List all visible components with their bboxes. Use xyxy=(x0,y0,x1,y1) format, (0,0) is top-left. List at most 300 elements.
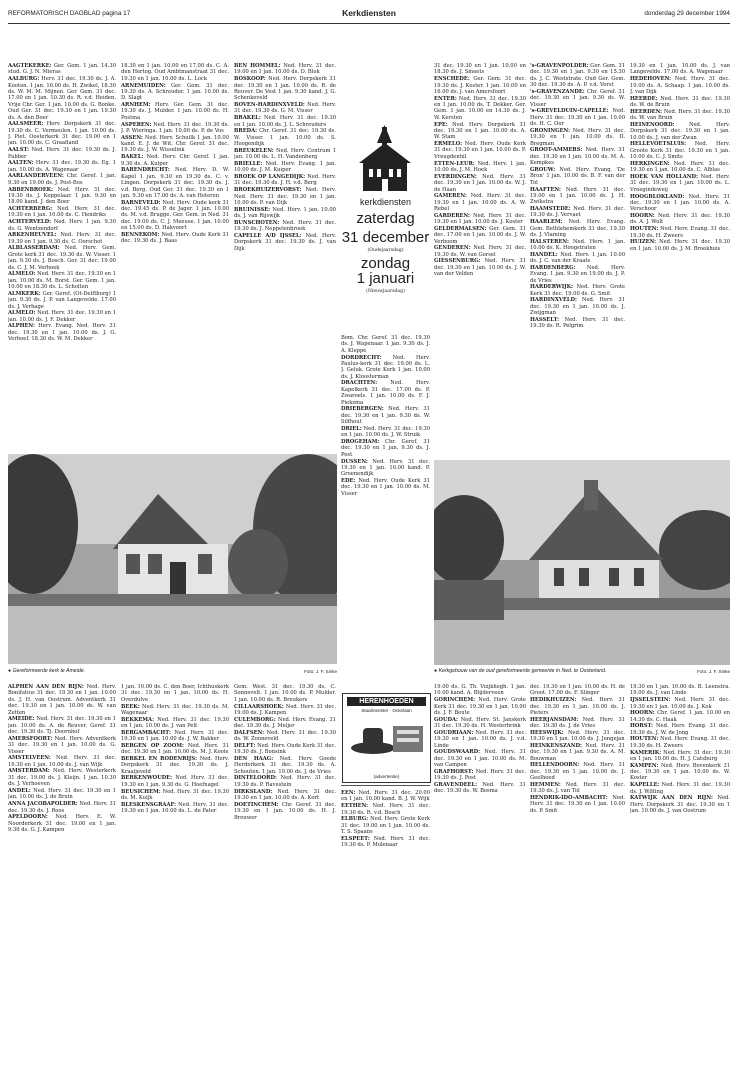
place-name: DRIEBERGEN: xyxy=(341,406,384,413)
kerkdiensten-header-box xyxy=(341,117,430,332)
service-times: Ned. Herv. Oude Kerk 31 dec. 19.30 en 1 jan. 10.00 ds. P. Vreugdenhil xyxy=(434,141,526,160)
service-entry xyxy=(234,802,336,821)
column xyxy=(530,684,625,1062)
service-times: Ned. Herv. 31 dec. 19.30 en 1 jan. 10.00 ds. A. de Reuver. Geref. 31 dec. 19.30 ds. Tj. Doornhof xyxy=(8,716,116,736)
place-name: ELBURG: xyxy=(341,816,369,823)
service-times: Chr. Geref. 31 dec. 19.30 ds. W. Visser. 1 jan. 10.00 ds. S. Hoogendijk xyxy=(234,128,336,148)
service-times: Ger. Gem. 31 dec. 19.30 ds. A. Schreuder. 1 jan. 10.00 ds. D. Slagt xyxy=(121,82,229,102)
service-times: Ned. Herv. 31 dec. 19.30 en 1 jan. 10.00 ds. W. J. de Haan xyxy=(434,173,526,193)
place-name: BROEKHUIZERVORST: xyxy=(234,187,302,194)
service-times: Ned. Herv. 31 dec. 19.30 en 1 jan. 10.00 ds. L. Vroegindeweij xyxy=(630,173,730,193)
service-times: Ned. Herv. Evang. 31 dec. 19.30 ds. H. Zweers xyxy=(630,736,730,749)
place-name: HAAMSTEDE: xyxy=(530,206,571,213)
service-entry xyxy=(121,154,229,167)
place-name: DELFT: xyxy=(234,742,256,749)
service-times: Ned. Herv. Bonifatius 31 dec. 19.30 en 1 jan. 10.00 ds. J. H. van Oostrum. Adventkerk 31 dec. 19.30 en 1 jan. 10.00 ds. W. van Zetten xyxy=(8,684,116,716)
column xyxy=(341,790,430,1062)
service-times: Ned. Herv. Oude Kerk 31 dec. 19.30 ds. J. Baas xyxy=(121,231,229,245)
service-times: Chr. Geref. 1 jan. 9.30 en 19.00 ds. J. Post-Bos xyxy=(8,173,116,186)
place-name: APELDOORN: xyxy=(8,814,48,821)
service-entry xyxy=(434,161,526,174)
place-name: AALTEN: xyxy=(8,160,34,167)
place-name: ACHTERBERG: xyxy=(8,206,53,213)
place-name: DUSSEN: xyxy=(341,458,368,465)
service-entry xyxy=(630,141,730,160)
service-times: Ned. Herv. St. Janskerk 31 dec. 19.30 ds. H. Westerbrink xyxy=(434,716,526,730)
place-name: HAAFTEN: xyxy=(530,186,561,193)
service-entry xyxy=(121,135,229,154)
masthead xyxy=(8,8,730,24)
place-name: ASSEN: xyxy=(121,134,143,141)
place-name: HELLEVOETSLUIS: xyxy=(630,141,687,148)
service-times: Ned. Herv. Evang. 31 dec. 19.30 ds. J. W. de Jong xyxy=(630,723,730,736)
column xyxy=(121,684,229,1062)
service-times: Gem. West. 31 dec. 19.30 ds. C. Sonnevelt. 1 jan. 10.00 ds. P. Mulder. 1 jan. 10.00 ds. R. Breukers xyxy=(234,684,336,703)
service-times: Ned. Herv. 31 dec. 19.30 en 1 jan. 9.30 ds. A. M. Bouwman xyxy=(530,742,625,762)
place-name: ARKENHEUVEL: xyxy=(8,232,57,239)
service-times: Ned. Herv. 31 dec. 19.30 ds. J. Post xyxy=(434,768,526,782)
service-times: Ned. Herv. 31 dec. 19.30 en 1 jan. 10.00 ds. J. v.d. Linde xyxy=(434,729,526,749)
service-times: 18.30 en 1 jan. 10.00 en 17.00 ds. C. A. den Hertog. Oud Ambtmanstraat 31 dec. 19.30 en 1 jan. 10.00 ds. L. Lock xyxy=(121,63,229,82)
place-name: BARENDRECHT: xyxy=(121,167,170,174)
service-times: Ned. Herv. Evang. 1 jan. 9.30 en 19.00 ds. J. P. de Vries xyxy=(530,264,625,284)
place-name: EVERDINGEN: xyxy=(434,173,477,180)
service-times: Ned. Herv. 31 dec. 19.30 ds. G. M. Visser xyxy=(234,102,336,115)
service-entry xyxy=(341,478,430,497)
place-name: EDE: xyxy=(341,478,356,485)
place-name: BROEK OP LANGEDIJK: xyxy=(234,173,306,180)
photo-caption-ameide xyxy=(8,668,258,674)
place-name: ENSCHEDE: xyxy=(434,76,470,83)
column xyxy=(630,63,730,458)
ad-footer: (advertentie) xyxy=(373,774,400,779)
service-entry xyxy=(121,717,229,730)
place-name: HUIZEN: xyxy=(630,239,657,246)
service-times: Ned. Herv. Evang. 'De Bron' 1 jan. 10.00 ds. B. F. van der Tol xyxy=(530,166,625,186)
service-times: Ned. Herv. 31 dec. 19.30 ds. J. Fabber xyxy=(8,147,116,160)
service-entry xyxy=(530,762,625,781)
service-entry xyxy=(341,439,430,458)
service-times: Ned. Herv. 31 dec. 19.30 en 1 jan. 10.00 ds. A. Kort xyxy=(234,788,336,801)
service-entry xyxy=(630,109,730,122)
service-entry xyxy=(8,245,116,271)
place-name: ALMELO: xyxy=(8,271,36,278)
service-times: Ger. Gem. 31 dec. 19.30 en 1 jan. 9.30 en 15.30 ds. J. C. Weststrate. Oud Ger. Gem. 30 dec. 19.30 ds. A. P. v.d. Vorst xyxy=(530,63,625,89)
service-times: Ned. Herv. 31 dec. 19.30 en 1 jan. 10.00 ds. J. Jongejan xyxy=(530,729,625,743)
service-times: Ned. Herv. Dorpskerk 31 dec. 19.30 en 1 jan. 10.00 ds. J. van Oostrum xyxy=(630,795,730,815)
place-name: HENDRIK-IDO-AMBACHT: xyxy=(530,794,608,801)
service-times: Ned. Herv. 31 dec. 19.30 ds. J. Neppelenbroek xyxy=(234,219,336,233)
service-times: Ned. Herv. 31 dec. 19.30 en 1 jan. 10.00 ds. C. Hendriks xyxy=(8,206,116,219)
service-times: Ned. Herv. 31 dec. 19.30 ds. J. P. Wieringa. 1 jan. 10.00 ds. P. de Vos xyxy=(121,121,229,134)
place-name: GOUDA: xyxy=(434,716,458,723)
place-name: HEERJANSDAM: xyxy=(530,716,579,723)
place-name: GROUW: xyxy=(530,166,556,173)
place-name: ARNHEM: xyxy=(121,102,151,109)
service-entry xyxy=(8,63,116,76)
service-times: Ned. Herv. Grote Kerk 31 dec. 19.00 ds. G. Smit xyxy=(530,284,625,297)
service-entry xyxy=(121,789,229,802)
service-entry xyxy=(8,323,116,342)
service-entry xyxy=(530,252,625,265)
service-entry xyxy=(341,355,430,381)
service-entry xyxy=(8,206,116,219)
place-name: BOVEN-HARDINXVELD: xyxy=(234,102,305,109)
place-name: ETTEN-LEUR: xyxy=(434,160,475,167)
masthead-date: donderdag 29 december 1994 xyxy=(644,10,730,17)
service-entry xyxy=(434,782,526,795)
service-times: Ned. Herv. 1 jan. 10.00 ds. K. Hoogstraten xyxy=(530,238,625,252)
service-entry xyxy=(234,115,336,128)
service-times: Ned. Herv. Evang. 31 dec. 19.30 ds. H. Zweers xyxy=(630,226,730,239)
service-times: Ned. Herv. 31 dec. 19.30 ds. R. v.d. Bosch xyxy=(341,803,430,816)
place-name: ERMELO: xyxy=(434,141,463,148)
place-name: HEERDE: xyxy=(630,95,658,102)
place-name: GORINCHEM: xyxy=(434,697,476,704)
place-name: KAMPEN: xyxy=(630,762,659,769)
column xyxy=(434,63,526,458)
place-name: ABBENBROEK: xyxy=(8,186,54,193)
place-name: GRAFHORST: xyxy=(434,768,474,775)
service-entry xyxy=(530,108,625,127)
service-entry xyxy=(8,801,116,814)
place-name: BLESKENSGRAAF: xyxy=(121,801,176,808)
service-entry xyxy=(630,194,730,213)
place-name: BRIELLE: xyxy=(234,160,263,167)
place-name: ALMKERK: xyxy=(8,290,41,297)
place-name: AAGTEKERKE: xyxy=(8,63,52,69)
service-times: Ned. Herv. 31 dec. 19.30 en 1 jan. 10.00 ds. J. Zwijgman xyxy=(530,297,625,317)
service-times: Herv. Dorpskerk 31 dec. 19.30 ds. C. Vermeulen. 1 jan. 10.00 ds. J. Piet. Oosterkerk 31 dec. 19.00 en 1 jan. 10.00 ds. C. Graafland xyxy=(8,121,116,147)
place-name: GRAVENDEEL: xyxy=(434,781,478,788)
service-entry xyxy=(8,173,116,186)
masthead-left: REFORMATORISCH DAGBLAD pagina 17 xyxy=(8,10,131,17)
service-times: Ned. Herv. 31 dec. 19.30 en 1 jan. 10.00 ds. J. Kok xyxy=(630,697,730,710)
service-entry xyxy=(8,768,116,787)
service-entry xyxy=(434,96,526,122)
service-entry xyxy=(434,245,526,258)
place-name: DALFSEN: xyxy=(234,729,265,736)
service-entry xyxy=(8,147,116,160)
place-name: HARDENBERG: xyxy=(530,264,576,271)
service-entry xyxy=(121,232,229,245)
service-entry xyxy=(341,426,430,439)
service-times: Ned. Herv. 31 dec. 19.30 en 1 jan. 9.30 ds. W. Silfhout xyxy=(341,406,430,426)
place-name: GARDEREN: xyxy=(434,212,470,219)
service-entry xyxy=(8,755,116,768)
service-entry xyxy=(234,161,336,174)
photo-ameide-church xyxy=(8,454,337,664)
service-entry xyxy=(530,284,625,297)
service-entry xyxy=(530,206,625,219)
service-times: Ned. Herv. 31 dec. 19.30 en 1 jan. 10.00 ds. J. van Wijk xyxy=(8,755,116,768)
service-entry xyxy=(630,76,730,95)
service-entry xyxy=(121,802,229,815)
service-times: Herv. 31 dec. 19.30 ds. J. A. Kooten. 1 jan. 10.00 ds. H. Zwikel, 18.30 ds. W. M. M. Mijnen. Ger. Gem. 31 dec. 17.00 en 1 jan. 10.30 ds. R. v.d. Heiden. Vrije Chr. Ger. 1 jan. 10.00 ds. G. Bonke. Oud Ger. 31 dec. 19.30 en 1 jan. 19.30 ds. A. den Boer xyxy=(8,76,116,121)
service-entry xyxy=(341,406,430,425)
service-entry xyxy=(341,790,430,803)
place-name: EPE: xyxy=(434,121,448,128)
service-entry xyxy=(434,76,526,95)
column xyxy=(8,684,116,1062)
place-name: HOUTEN: xyxy=(630,226,659,233)
place-name: ASPEREN: xyxy=(121,121,152,128)
service-entry xyxy=(121,122,229,135)
service-entry xyxy=(234,76,336,102)
service-entry xyxy=(234,220,336,233)
service-entry xyxy=(630,239,730,252)
service-times: Ned. Herv. 31 dec. 19.30 en 1 jan. 10.00 ds. J. W. Struik xyxy=(341,425,430,439)
service-entry xyxy=(630,736,730,749)
place-name: HEDEHOVEN: xyxy=(630,76,672,83)
service-entry xyxy=(530,187,625,206)
service-entry xyxy=(8,160,116,173)
service-entry xyxy=(530,265,625,284)
place-name: HASSELT: xyxy=(530,317,560,323)
service-times: Ned. Herv. Ned. Herv. 31 dec. 19.30 en 1 jan. 10.00 ds. P. van Dijk xyxy=(234,187,336,206)
service-entry xyxy=(630,174,730,193)
service-times: Ned. Herv. Chr. Geref. 1 jan. 9.30 ds. A. Kuiper xyxy=(121,154,229,167)
service-times: Ned. Herv. 31 dec. 19.30 ds. W. de Bruin xyxy=(630,95,730,109)
place-name: GRONINGEN: xyxy=(530,127,571,134)
place-name: ACHTERVELD: xyxy=(8,219,52,226)
place-name: HEERDEN: xyxy=(630,108,663,115)
service-entry xyxy=(630,161,730,174)
service-entry xyxy=(341,459,430,478)
service-times: 19.30 en 1 jan. 10.00 ds. B. Leenstra. 19.00 ds. J. van Linde xyxy=(630,684,730,697)
service-times: Ger. Gem. 31 dec. 19.30 ds. J. Koster. 1 jan. 10.00 en 16.00 ds. J. van Amersfoort xyxy=(434,76,526,95)
place-name: DRACHTEN: xyxy=(341,380,378,387)
service-entry xyxy=(234,102,336,115)
bullet-icon: ● xyxy=(8,668,12,674)
service-entry xyxy=(234,187,336,206)
service-times: Ned. Herv. 1 jan. 9.30 ds. G. Wentzendorf xyxy=(8,219,116,232)
service-times: Ned. Herv. 31 dec. 19.30 en 1 jan. 10.00 ds. D. Bregman xyxy=(530,127,625,147)
service-times: Ned. Herv. 31 dec. 19.30 en 1 jan. 10.00 ds. J. Geelhoed xyxy=(530,762,625,782)
place-name: HALSTEREN: xyxy=(530,238,569,245)
service-entry xyxy=(234,704,336,717)
service-times: Ned. Herv. 31 dec. 19.30 en 1 jan. 10.00 ds. J. de Bruin xyxy=(8,787,116,801)
service-times: Ned. Herv. 31 dec. 19.30 en 1 jan. 10.00 ds. M. A. Kempkes xyxy=(530,147,625,167)
service-times: Ned. Herv. Dorpskerk 31 dec. 19.30 ds. J. Kraaijeveld xyxy=(121,755,229,775)
place-name: AALST: xyxy=(8,147,30,154)
service-entry xyxy=(234,148,336,161)
service-times: Herv. 31 dec. 19.30 ds. Eg. 1 jan. 10.00 ds. A. Wagenaar xyxy=(8,160,116,173)
service-entry xyxy=(434,730,526,749)
service-times: Ned. Herv. 31 dec. 19.30 ds. W. van Gorsel xyxy=(434,245,526,258)
place-name: DRIEL: xyxy=(341,425,362,432)
service-entry xyxy=(630,750,730,763)
church-icon xyxy=(355,125,415,195)
service-times: Ned. Herv. 31 dec. 19.30 ds. W. Bosma xyxy=(434,781,526,795)
service-entry xyxy=(530,743,625,762)
place-name: GOUDRIAAN: xyxy=(434,729,474,736)
place-name: ELSPEET: xyxy=(341,835,370,842)
service-times: 19.30 en 1 jan. 10.00 ds. J. van Langevelde. 17.00 ds. A. Wagenaar xyxy=(630,63,730,76)
service-entry xyxy=(434,63,526,76)
place-name: AALSMEER: xyxy=(8,121,44,128)
place-name: ALPHEN AAN DEN RIJN: xyxy=(8,684,84,690)
service-times: Ned. Herv. Dorpskerk 31 dec. 19.30 en 1 jan. 10.00 ds. J. van der Zwan xyxy=(630,121,730,141)
service-entry xyxy=(8,814,116,833)
box-day1: zaterdag xyxy=(356,210,415,227)
service-entry xyxy=(121,684,229,703)
place-name: KAPELLE: xyxy=(630,782,660,789)
place-name: CILLAARSHOEK: xyxy=(234,703,284,710)
service-times: Ned. Herv. Kapelkerk 31 dec. 17.00 ds. P. Zwaroels. 1 jan. 10.00 ds. F. J. Pieksma xyxy=(341,380,430,406)
place-name: KATWIJK AAN DEN RIJN: xyxy=(630,795,713,802)
service-times: Ger. Gem. 1 jan. 14.30 stud. G. J. N. Mieras xyxy=(8,63,116,76)
service-times: Ned. Herv. Dorpskerk 31 dec. 19.30 en 1 jan. 10.00 ds. A. W. Stam xyxy=(434,121,526,141)
place-name: HOORN: xyxy=(630,710,655,717)
place-name: AMERSFOORT: xyxy=(8,735,53,742)
place-name: HARDERWIJK: xyxy=(530,284,574,291)
service-entry xyxy=(530,697,625,716)
service-times: Ned. Herv. Evang. 31 dec. 19.30 ds. J. Meijer xyxy=(234,716,336,730)
place-name: GROOT-AMMERS: xyxy=(530,147,583,154)
place-name: CAPELLE A/D IJSSEL: xyxy=(234,232,302,239)
column xyxy=(630,684,730,1062)
service-times: Ned. Herv. 1 jan. 10.00 ds. J. M. Hoek xyxy=(434,160,526,173)
place-name: ANDEL: xyxy=(8,787,31,794)
service-times: Chr. Geref. 31 dec. 19.30 en 1 jan. 10.00 ds. H. J. Brouwer xyxy=(234,801,336,821)
service-entry xyxy=(234,756,336,775)
service-entry xyxy=(8,187,116,206)
service-entry xyxy=(234,63,336,76)
service-times: Ned. Herv. 31 dec. 19.00 en 1 jan. 10.00 ds. D. Blok xyxy=(234,63,336,76)
service-entry xyxy=(530,219,625,238)
service-times: 1 jan. 10.00 ds. C. den Boer, Ichthuskerk 31 dec. 19.30 en 1 jan. 10.00 ds. H. Overdulve xyxy=(121,684,229,703)
photo-credit-left: Foto: J. F. Sinke xyxy=(304,669,337,674)
caption-text: Kerkgebouw van de oud gereformeerde gemeente in Ned. te Oosterland. xyxy=(438,668,607,674)
photo-oosterland-church xyxy=(434,460,730,665)
service-times: Ned. Herv. 31 dec. 19.30 en 1 jan. 10.00 ds. J. Pieters xyxy=(530,697,625,716)
service-entry xyxy=(121,83,229,102)
place-name: BERKEL EN RODENRIJS: xyxy=(121,755,198,762)
service-times: Ned. Herv. 31 dec. 19.30 en 1 jan. 10.00 ds. C. Alblas xyxy=(630,160,730,174)
service-times: Chr. Geref. 31 dec. 19.30 en 1 jan. 9.30 ds. W. Visser xyxy=(530,88,625,108)
place-name: HEDIKHUIZEN: xyxy=(530,697,577,704)
service-times: Ned. Herv. 31 dec. 19.30 ds. J. Roos xyxy=(8,801,116,814)
service-times: Ned. Herv. Paulus-kerk 31 dec. 19.00 ds. L. J. Geluk. Grote Kerk 1 jan. 10.00 ds. J. Kloosterman xyxy=(341,354,430,380)
service-times: Ned. Herv. Oude Kerk 31 dec. 19.30 en 1 jan. 10.00 ds. M. Visser xyxy=(341,478,430,497)
service-times: Ned. Herv. 31 dec. 19.30 en 1 jan. 10.00 ds. H. J. Catsburg xyxy=(630,749,730,762)
place-name: HEINENOORD: xyxy=(630,121,675,128)
service-entry xyxy=(530,63,625,89)
service-times: Ned. Herv. 31 dec. 19.30 en 1 jan. 10.00 ds. A. W. Rebel xyxy=(434,193,526,213)
place-name: HEMMEN: xyxy=(530,781,561,788)
service-times: Ned. Herv. 31 dec. 19.30 ds. J. Koppelaar. 1 jan. 9.30 en 18.00 kand. J. den Boer xyxy=(8,186,116,206)
service-times: Ger. Gem. 31 dec. 17.00 en 1 jan. 10.00 ds. J. W. Verboom xyxy=(434,225,526,245)
service-entry xyxy=(630,710,730,723)
service-entry xyxy=(434,749,526,768)
service-entry xyxy=(121,200,229,232)
service-times: Ned. Herv. Grote Kerk 31 dec. 19.30 en 1 jan. 10.00 ds. J. F. Beute xyxy=(434,697,526,716)
service-entry xyxy=(341,836,430,849)
service-times: Ned. Herv. 31 dec. 19.30 ds. W. Zonneveld xyxy=(234,729,336,743)
place-name: BREDA: xyxy=(234,128,258,135)
service-entry xyxy=(434,193,526,212)
service-times: Ned. Herv. 31 dec. 19.00 en 1 jan. 10.00 ds. J. H. Zwikstra xyxy=(530,186,625,206)
service-entry xyxy=(630,684,730,697)
service-times: Ned. Herv. 31 dec. 19.30 en 1 jan. 10.00 kand. P. Groenendijk xyxy=(341,458,430,478)
service-times: Chr. Geref. 31 dec. 19.30 en 1 jan. 9.30 ds. J. Post xyxy=(341,438,430,458)
service-entry xyxy=(8,736,116,755)
service-entry xyxy=(121,730,229,743)
service-entry xyxy=(234,743,336,756)
service-times: Ned. Herv. E. W. Noorderkerk 31 dec. 19.00 en 1 jan. 9.30 ds. G. J. Kampen xyxy=(8,814,116,834)
place-name: GIESSENBURG: xyxy=(434,258,481,265)
service-times: dec. 19.30 en 1 jan. 10.00 ds. H. de Groot. 17.00 ds. F. Slinger xyxy=(530,684,625,697)
service-times: 19.00 ds. G. Th. Vuijkhegh. 1 jan. 10.00 kand. A. Blijderveen xyxy=(434,684,526,697)
place-name: 's-GRAVENPOLDER: xyxy=(530,63,589,69)
service-times: Ned. Herv. Dorpskerk 31 dec. 19.30 en 1 jan. 10.00 ds. R. de Reuver. De Vest 1 jan. 9.30 kand. J. G. Schenkeveld xyxy=(234,76,336,102)
service-entry xyxy=(434,213,526,226)
service-entry xyxy=(341,380,430,406)
service-entry xyxy=(8,684,116,716)
place-name: CULEMBORG: xyxy=(234,716,276,723)
place-name: GOUDSWAARD: xyxy=(434,749,480,756)
service-times: Ned. Herv. 31 dec. 19.30 ds. P. Molenaar xyxy=(341,835,430,849)
service-entry xyxy=(530,730,625,743)
column xyxy=(234,63,336,453)
service-entry xyxy=(630,697,730,710)
place-name: EETHEN: xyxy=(341,803,369,810)
place-name: HORST: xyxy=(630,723,654,730)
service-times: Ned. Herv. 31 dec. 19.30 en 1 jan. 10.00 ds. M. van Campen xyxy=(434,749,526,769)
service-entry xyxy=(434,684,526,697)
service-entry xyxy=(630,96,730,109)
place-name: AMEIDE: xyxy=(8,716,35,723)
place-name: ALPHEN: xyxy=(8,323,35,330)
place-name: AMSTELVEEN: xyxy=(8,755,51,762)
service-times: Ned. Herv. 31 dec. 19.30 ds. M. Kuijk xyxy=(121,788,229,801)
service-entry xyxy=(8,310,116,323)
service-times: Ned. Herv. D. W. Kapel 1 jan. 9.30 en 19.30 ds. C. v. Lingen. Dorpskerk 31 dec. 19.30 ds. J. v.d. Berg. Oud Ger. 31 dec. 19.30 en 1 jan. 9.30 en 17.00 ds. A. van Heteren xyxy=(121,167,229,199)
masthead-title: Kerkdiensten xyxy=(342,8,396,18)
hat-icon xyxy=(343,718,430,760)
service-entry xyxy=(530,239,625,252)
service-entry xyxy=(630,63,730,76)
place-name: BEN HOMMEL: xyxy=(234,63,281,69)
service-times: Ned. Herv. 31 dec. 19.30 en 1 jan. 10.00 ds. J. W. van der Velden xyxy=(434,258,526,278)
place-name: HOUTEN: xyxy=(630,736,659,743)
place-name: DINTELOORD: xyxy=(234,775,277,782)
service-entry xyxy=(630,723,730,736)
service-entry xyxy=(530,167,625,186)
service-entry xyxy=(234,789,336,802)
box-date2: 1 januari xyxy=(356,270,415,287)
service-times: Ned. Herv. 31 dec. 19.00 ds. A. Schaap. 1 jan. 10.00 ds. J. van Dijk xyxy=(630,76,730,95)
service-times: Ned. Herv. 31 dec. 19.30 en 1 jan. 10.00 ds. T. Dekker. Ger. Gem. 1 jan. 10.00 en 14.30 ds. J. W. Kersten xyxy=(434,95,526,121)
service-times: Ned. Herv. 31 dec. 19.30 ds. J. H. v.d. Berg xyxy=(234,173,336,187)
place-name: HANDEL: xyxy=(530,251,558,258)
column xyxy=(121,63,229,453)
place-name: KAMERIK: xyxy=(630,749,662,756)
service-entry xyxy=(121,102,229,121)
place-name: DOETINCHEM: xyxy=(234,801,279,808)
service-times: Ned. Herv. Schuilk 1 jan. 10.00 kand. E. J. de Wit. Chr. Geref. 31 dec. 19.30 ds. J. W. Wisselink xyxy=(121,134,229,154)
service-entry xyxy=(234,717,336,730)
service-entry xyxy=(8,121,116,147)
divider xyxy=(341,785,430,786)
caption-text: Gereformeerde kerk te Ameide. xyxy=(12,668,86,674)
service-entry xyxy=(630,795,730,814)
service-times: Ned. Herv. 31 dec. 19.30 ds. P. Ravestein xyxy=(234,775,336,788)
service-times: Ned. Herv. 31 dec. 19.30 en 1 jan. 10.00 ds. M. Borst. Ger. Gem. 1 jan. 10.00 en 18.30 ds. L. Scholten xyxy=(8,271,116,291)
service-entry xyxy=(8,291,116,310)
place-name: HOORN: xyxy=(630,213,655,220)
